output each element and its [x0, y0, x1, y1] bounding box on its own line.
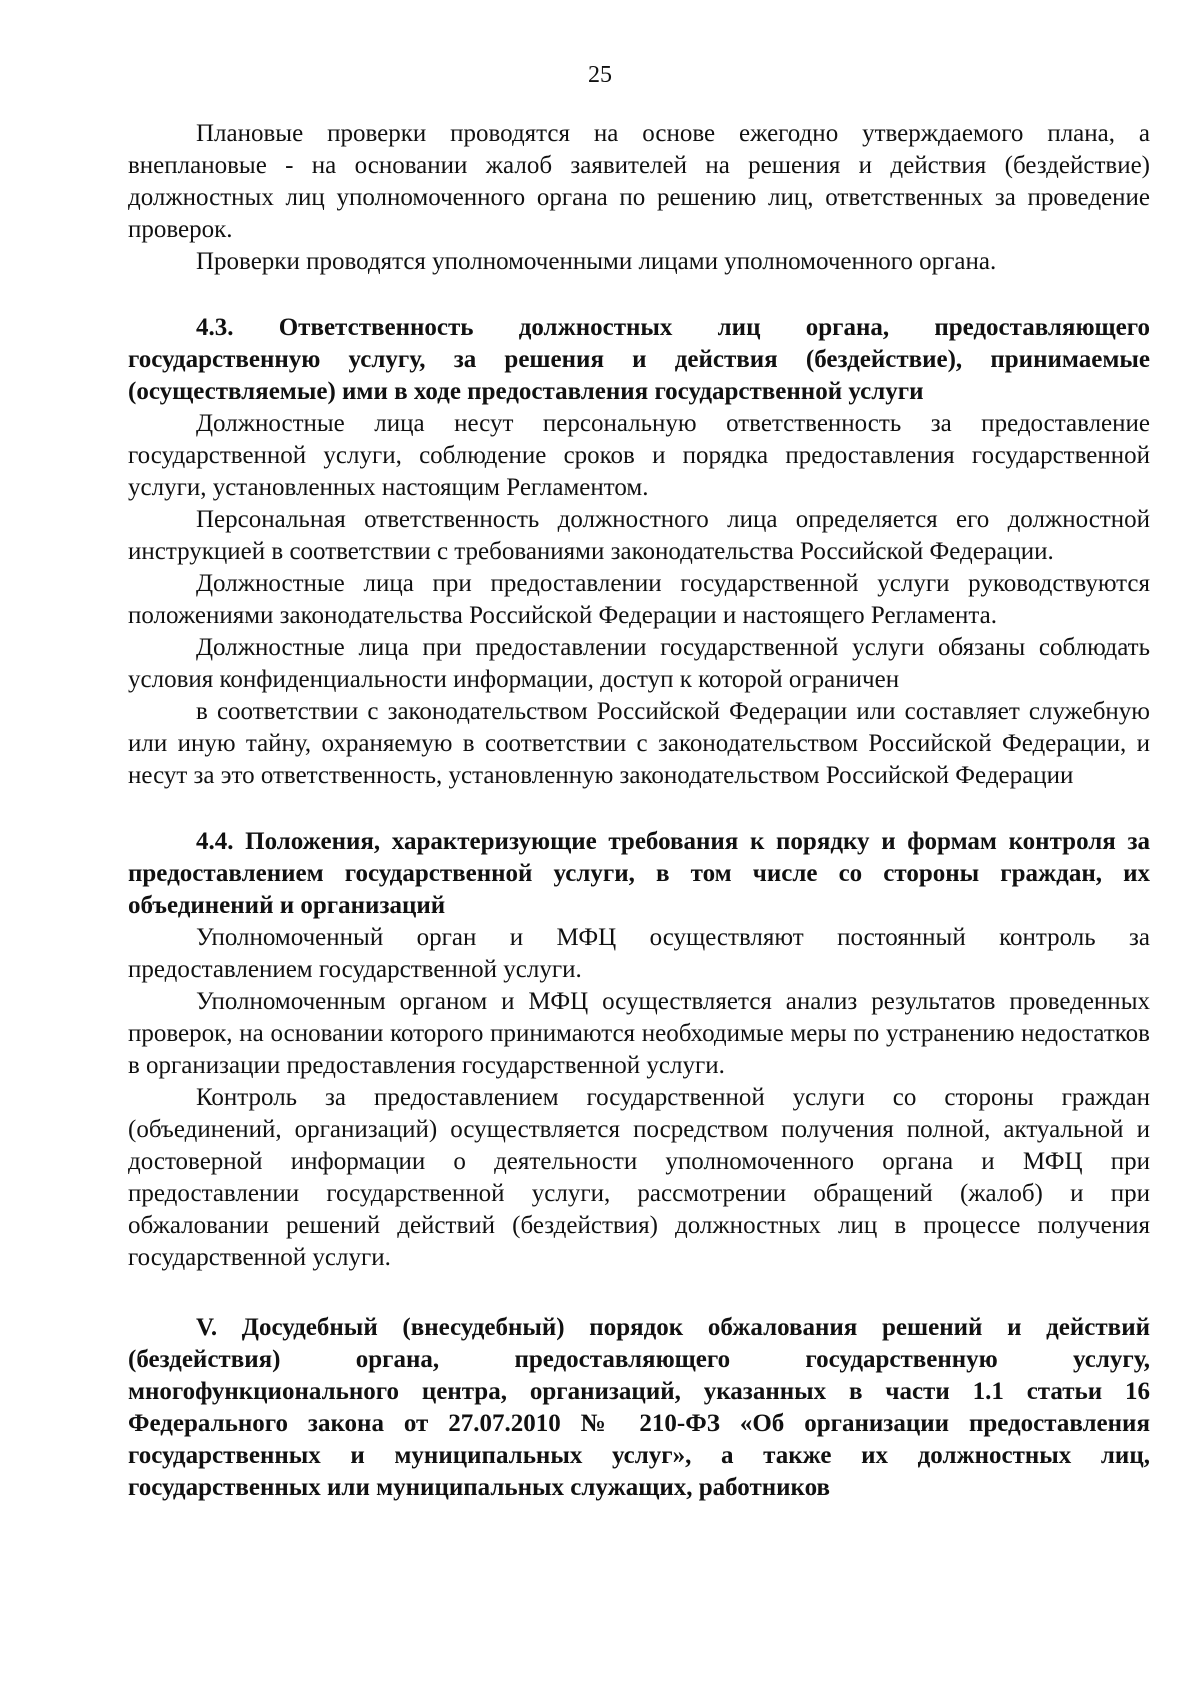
paragraph-confidentiality-continued: в соответствии с законодательством Российской Федерации или составляет служебную или иную тайну, охраняемую в соответствии с законодательством Российской Федерации, и несут за это ответственность, установленную законодательством Российской Федерации	[128, 698, 1150, 789]
section-heading-4-3: 4.3. Ответственность должностных лиц органа, предоставляющего государственную услугу, за решения и действия (бездействие), принимаемые (осуществляемые) ими в ходе предоставления государственной услуги	[128, 314, 1150, 405]
paragraph-guided-by-law: Должностные лица при предоставлении государственной услуги руководствуются положениями законодательства Российской Федерации и настоящего Регламента.	[128, 570, 1150, 629]
page-content	[128, 118, 1150, 1504]
spacer	[128, 278, 1150, 312]
paragraph-inspections-by-authorized: Проверки проводятся уполномоченными лицами уполномоченного органа.	[196, 248, 997, 275]
paragraph-planned-inspections: Плановые проверки проводятся на основе ежегодно утверждаемого плана, а внеплановые - на основании жалоб заявителей на решения и действия (бездействие) должностных лиц уполномоченного органа по решению лиц, ответственных за проведение проверок.	[128, 120, 1150, 243]
spacer	[128, 792, 1150, 826]
section-heading-5: V. Досудебный (внесудебный) порядок обжалования решений и действий (бездействия) органа, предоставляющего государственную услугу, многофункционального центра, организаций, указанных в части 1.1 статьи 16 Федерального закона от 27.07.2010 № 210-ФЗ «Об организации предоставления государственных и муниципальных услуг», а также их должностных лиц, государственных или муниципальных служащих, работников	[128, 1314, 1150, 1501]
section-heading-4-4: 4.4. Положения, характеризующие требования к порядку и формам контроля за предоставлением государственной услуги, в том числе со стороны граждан, их объединений и организаций	[128, 828, 1150, 919]
paragraph-job-description: Персональная ответственность должностного лица определяется его должностной инструкцией в соответствии с требованиями законодательства Российской Федерации.	[128, 506, 1150, 565]
paragraph-analysis-results: Уполномоченным органом и МФЦ осуществляется анализ результатов проведенных проверок, на основании которого принимаются необходимые меры по устранению недостатков в организации предоставления государственной услуги.	[128, 988, 1150, 1079]
spacer	[128, 1274, 1150, 1312]
paragraph-personal-responsibility: Должностные лица несут персональную ответственность за предоставление государственной услуги, соблюдение сроков и порядка предоставления государственной услуги, установленных настоящим Регламентом.	[128, 410, 1150, 501]
paragraph-constant-control: Уполномоченный орган и МФЦ осуществляют постоянный контроль за предоставлением государственной услуги.	[128, 924, 1150, 983]
paragraph-citizen-control: Контроль за предоставлением государственной услуги со стороны граждан (объединений, организаций) осуществляется посредством получения полной, актуальной и достоверной информации о деятельности уполномоченного органа и МФЦ при предоставлении государственной услуги, рассмотрении обращений (жалоб) и при обжаловании решений действий (бездействия) должностных лиц в процессе получения государственной услуги.	[128, 1084, 1150, 1271]
paragraph-confidentiality: Должностные лица при предоставлении государственной услуги обязаны соблюдать условия конфиденциальности информации, доступ к которой ограничен	[128, 634, 1150, 693]
page-number: 25	[588, 62, 612, 88]
